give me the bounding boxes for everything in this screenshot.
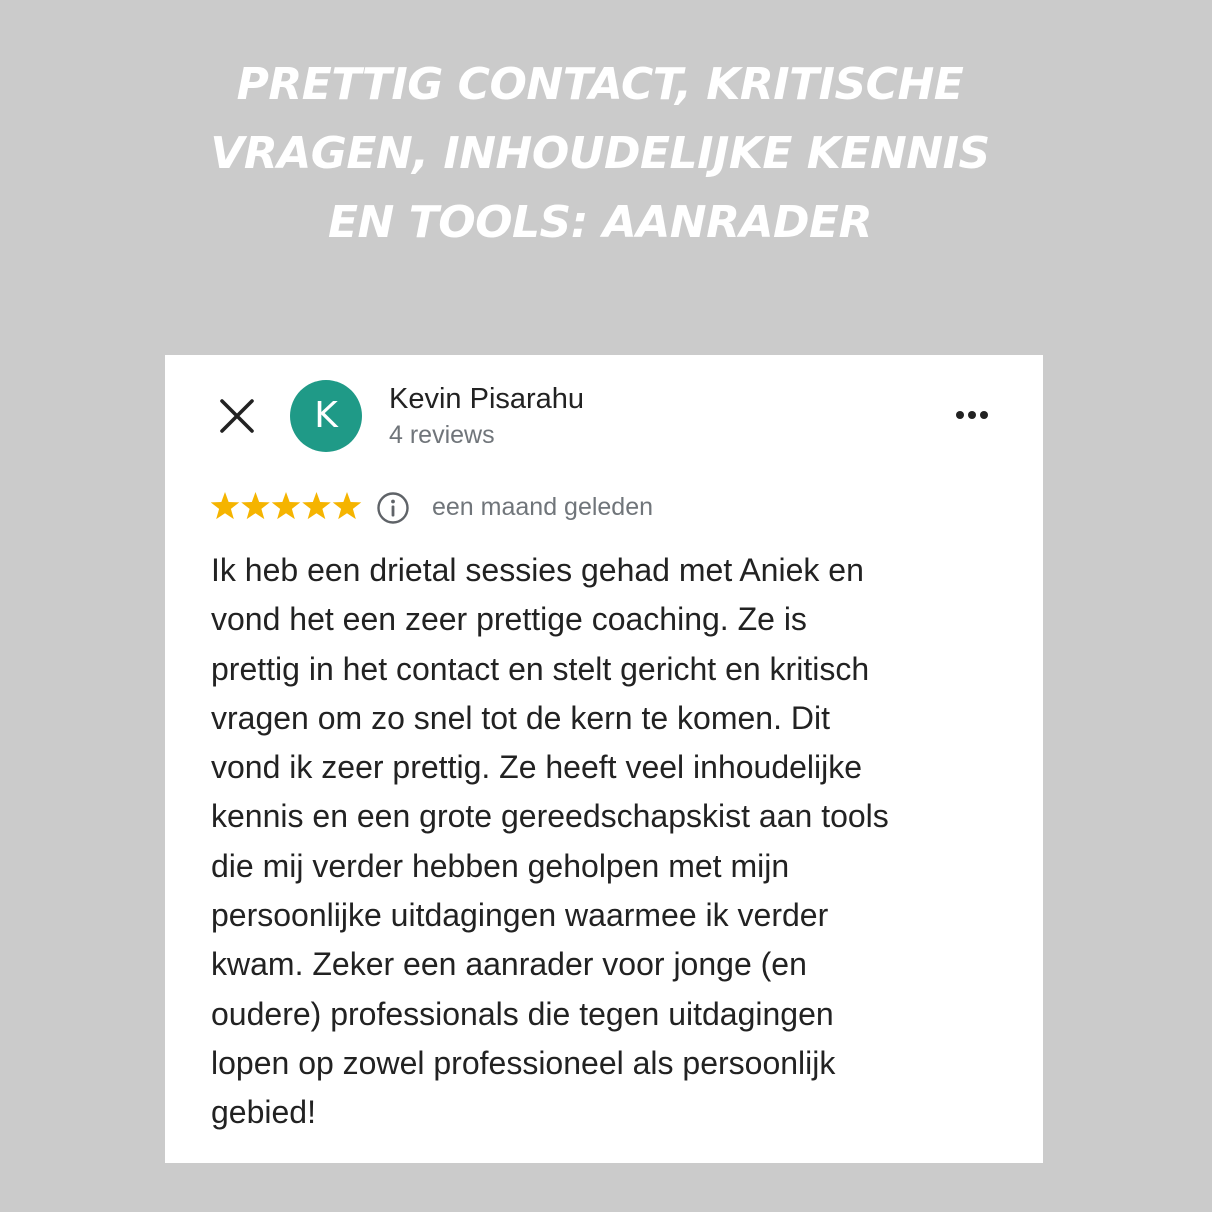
info-button[interactable] <box>376 491 410 525</box>
headline: PRETTIG CONTACT, KRITISCHE VRAGEN, INHOUDELIJKE KENNIS EN TOOLS: AANRADER <box>210 59 990 248</box>
reviewer-review-count[interactable]: 4 reviews <box>389 421 495 449</box>
more-options-button[interactable] <box>948 398 996 432</box>
star-icon <box>211 492 239 519</box>
review-text: Ik heb een drietal sessies gehad met Aniek en vond het een zeer prettige coaching. Ze is prettig in het contact en stelt gericht en kritisch vragen om zo snel tot de kern te komen. Dit vond ik zeer prettig. Ze heeft veel inhoudelijke kennis en een grote gereedschapskist aan tools die mij verder hebben geholpen met mijn persoonlijke uitdagingen waarmee ik verder kwam. Zeker een aanrader voor jonge (en oudere) professionals die tegen uitdagingen lopen op zowel professioneel als persoonlijk gebied! <box>211 552 889 1131</box>
avatar[interactable]: K <box>290 380 362 452</box>
star-icon <box>333 492 362 519</box>
close-button[interactable] <box>218 397 256 435</box>
close-icon <box>218 397 256 435</box>
star-rating <box>211 490 371 522</box>
review-date: een maand geleden <box>432 493 654 521</box>
more-options-icon <box>948 398 996 432</box>
star-icon <box>302 492 331 519</box>
star-icon <box>241 492 270 519</box>
star-icon <box>272 492 301 519</box>
reviewer-name[interactable]: Kevin Pisarahu <box>389 383 585 415</box>
info-icon <box>376 491 410 525</box>
